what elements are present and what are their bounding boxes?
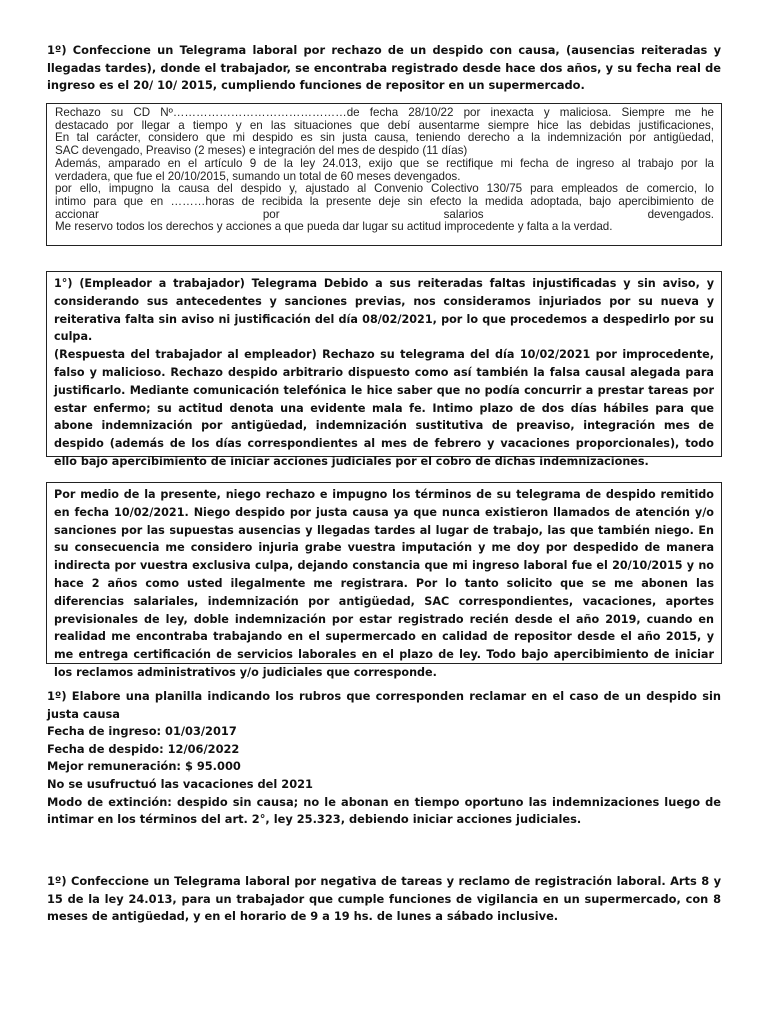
telegram-1-line: Me reservo todos los derechos y acciones a que pueda dar lugar su actitud improcedente y falta a la verdad. [55, 220, 613, 234]
rejection-telegram-text: Por medio de la presente, niego rechazo e impugno los términos de su telegrama de despido remitido en fecha 10/02/2021. Niego despido por justa causa ya que nunca existieron llamados de atención y/o sanciones por las supuestas ausencias y llegadas tardes al lugar de trabajo, las que también niego. En su consecuencia me considero injuria grabe vuestra imputación y me doy por despedido de manera indirecta por vuestra exclusiva culpa, dejando constancia que mi ingreso laboral fue el 20/10/2015 y no hace 2 años como usted ilegalmente me registrara. Por lo tanto solicito que se me abonen las diferencias salariales, indemnización por antigüedad, SAC correspondientes, vacaciones, aportes previsionales de ley, doble indemnización por estar registrado recién desde el año 2019, cuando en realidad me encontraba trabajando en el supermercado en calidad de repositor desde el año 2015, y me entrega certificación de servicios laborales en el plazo de ley. Todo bajo apercibimiento de iniciar los reclamos administrativos y/o judiciales que corresponde. [54, 488, 714, 679]
modo-extincion: Modo de extinción: despido sin causa; no le abonan en tiempo oportuno las indemnizaciones luego de intimar en los términos del art. 2°, ley 25.323, debiendo iniciar acciones judiciales. [47, 794, 721, 827]
worker-reply-text: (Respuesta del trabajador al empleador) Rechazo su telegrama del día 10/02/2021 por improcedente, falso y malicioso. Rechazo despido arbitrario dispuesto como así también la falsa causal alegada para justificarlo. Mediante comunicación telefónica le hice saber que no podía concurrir a prestar tareas por estar enfermo; su actitud denota una evidente mala fe. Intimo plazo de dos días hábiles para que abone indemnización por antigüedad, indemnización sustitutiva de preaviso, integración mes de despido (además de los días correspondientes al mes de febrero y vacaciones proporcionales), todo ello bajo apercibimiento de iniciar acciones judiciales por el cobro de dichas indemnizaciones. [54, 348, 714, 468]
telegram-1-line: Rechazo su CD Nº………………………………………de fecha 28/10/22 por inexacta y maliciosa. Siempre me he [55, 106, 714, 119]
telegram-1-line: verdadera, que fue el 20/10/2015, sumando un total de 60 meses devengados. [55, 169, 461, 183]
employer-telegram-text: 1°) (Empleador a trabajador) Telegrama Debido a sus reiteradas faltas injustificadas y sin aviso, y considerando sus antecedentes y sanciones previas, nos consideramos injuriados por su nueva y reiterativa falta sin aviso ni justificación del día 08/02/2021, por lo que procedemos a despedirlo por su culpa. [54, 277, 714, 344]
telegram-box-2 [46, 271, 722, 468]
telegram-1-line: intimo para que en ………horas de recibida la presente deje sin efecto la medida adoptada, bajo apercibimiento de [55, 194, 714, 208]
telegram-1-text [55, 107, 714, 234]
telegram-1-line: SAC devengado, Preaviso (2 meses) e integración del mes de despido (11 días) [55, 144, 468, 158]
telegram-box-1 [46, 103, 722, 246]
vacaciones-note: No se usufructuó las vacaciones del 2021 [47, 776, 313, 791]
telegram-1-line: Además, amparado en el artículo 9 de la ley 24.013, exijo que se rectifique mi fecha de ingreso al trabajo por la [55, 156, 714, 170]
mejor-remuneracion: Mejor remuneración: $ 95.000 [47, 759, 241, 774]
exercise-1-prompt: 1º) Confeccione un Telegrama laboral por rechazo de un despido con causa, (ausencias reiteradas y llegadas tardes), donde el trabajador, se encontraba registrado desde hace dos años, y su fecha real de ingreso es el 20/ 10/ 2015, cumpliendo funciones de repositor en un supermercado. [47, 43, 721, 93]
telegram-1-line: por ello, impugno la causa del despido y, ajustado al Convenio Colectivo 130/75 para empleados de comercio, lo [55, 182, 714, 196]
telegram-box-3 [46, 482, 722, 679]
fecha-ingreso: Fecha de ingreso: 01/03/2017 [47, 724, 237, 739]
telegram-1-line: En tal carácter, considero que mi despido es sin justa causa, teniendo derecho a la indemnización por antigüedad, [55, 131, 714, 145]
exercise-2 [47, 688, 721, 829]
telegram-1-line: accionar por salarios devengados. [55, 207, 714, 221]
exercise-2-prompt: 1º) Elabore una planilla indicando los rubros que corresponden reclamar en el caso de un despido sin justa causa [47, 689, 721, 721]
exercise-3-prompt: 1º) Confeccione un Telegrama laboral por negativa de tareas y reclamo de registración laboral. Arts 8 y 15 de la ley 24.013, para un trabajador que cumple funciones de vigilancia en un supermercado, con 8 meses de antigüedad, y en el horario de 9 a 19 hs. de lunes a sábado inclusive. [47, 874, 721, 924]
telegram-1-line: destacado por llegar a tiempo y en las situaciones que debí ausentarme siempre hice las debidas justificaciones, [55, 118, 714, 132]
fecha-despido: Fecha de despido: 12/06/2022 [47, 741, 240, 756]
